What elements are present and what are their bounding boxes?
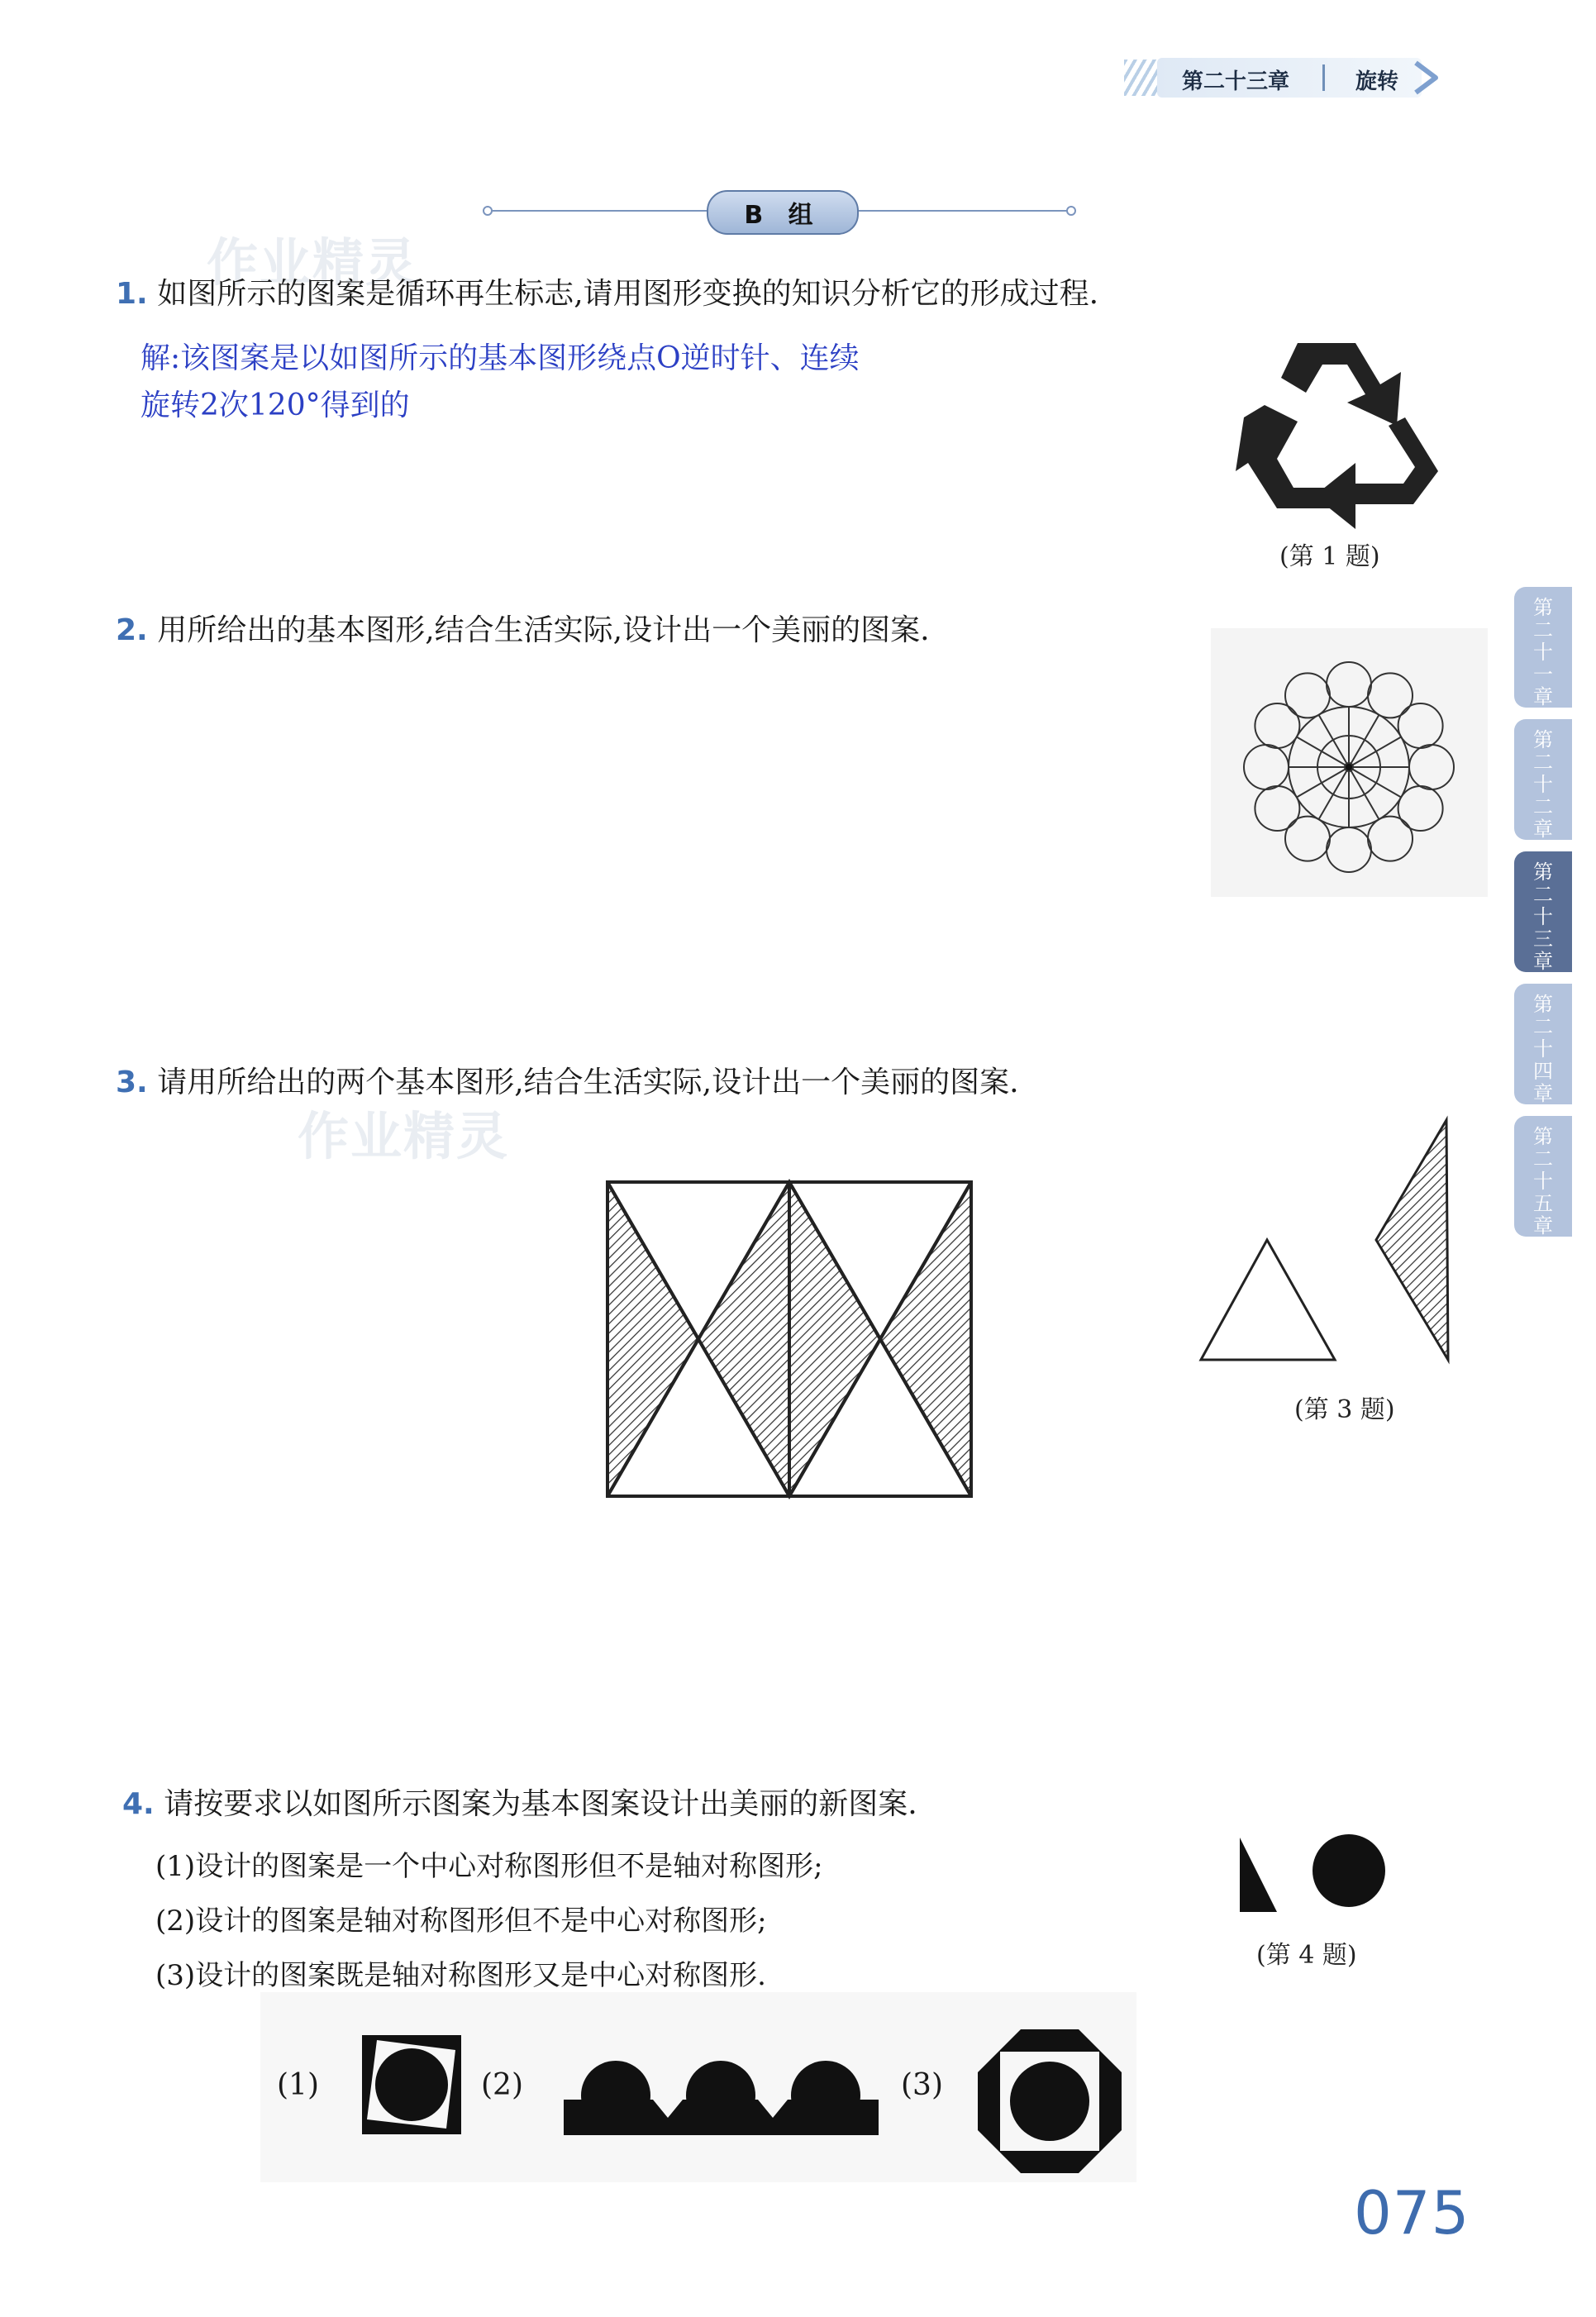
tab-chapter-25[interactable]: 第 二 十 五 章 xyxy=(1514,1116,1572,1237)
figure-caption: (第 3 题) xyxy=(1294,1395,1395,1424)
header-chapter: 第二十三章 xyxy=(1182,69,1290,94)
question-text: 如图所示的图案是循环再生标志,请用图形变换的知识分析它的形成过程. xyxy=(157,277,1099,311)
basic-shapes-figure xyxy=(1236,1833,1393,1916)
question-number: 2. xyxy=(116,613,148,647)
tab-chapter-22[interactable]: 第 二 十 二 章 xyxy=(1514,719,1572,840)
sub-question: (2)设计的图案是轴对称图形但不是中心对称图形; xyxy=(155,1905,767,1938)
sub-question: (1)设计的图案是一个中心对称图形但不是轴对称图形; xyxy=(155,1850,823,1883)
watermark: 作业精灵 xyxy=(298,1106,510,1166)
tab-chapter-24[interactable]: 第 二 十 四 章 xyxy=(1514,984,1572,1104)
question-1 xyxy=(116,279,1098,309)
answer-label: (1) xyxy=(277,2068,319,2102)
triangle-figure xyxy=(1194,1232,1343,1364)
tab-chapter-21[interactable]: 第 二 十 一 章 xyxy=(1514,587,1572,708)
question-number: 4. xyxy=(122,1787,155,1821)
sub-question: (3)设计的图案既是轴对称图形又是中心对称图形. xyxy=(155,1959,766,1992)
header-topic: 旋转 xyxy=(1355,69,1399,94)
group-divider-left xyxy=(489,210,712,212)
answer-line: 旋转2次120°得到的 xyxy=(141,389,410,422)
question-number: 3. xyxy=(116,1066,148,1099)
answer-label: (2) xyxy=(481,2068,523,2102)
question-3 xyxy=(116,1068,1019,1098)
watermark: 作业精灵 xyxy=(207,232,419,293)
group-divider-right xyxy=(851,210,1071,212)
answer-line: 解:该图案是以如图所示的基本图形绕点O逆时针、连续 xyxy=(141,341,860,375)
tab-chapter-23[interactable]: 第 二 十 三 章 xyxy=(1514,851,1572,972)
answer-figure-1 xyxy=(360,2033,464,2137)
answer-label: (3) xyxy=(901,2068,943,2102)
answer-figure-3 xyxy=(975,2027,1124,2176)
question-2 xyxy=(116,613,930,647)
question-text: 用所给出的基本图形,结合生活实际,设计出一个美丽的图案. xyxy=(157,613,930,647)
answer-figure-2 xyxy=(562,2050,880,2137)
question-4 xyxy=(122,1787,917,1821)
question-number: 1. xyxy=(116,277,148,311)
divider-end-dot xyxy=(1066,206,1076,216)
chevron-right-icon xyxy=(1409,58,1447,98)
figure-caption: (第 1 题) xyxy=(1279,542,1380,571)
group-title: B 组 xyxy=(707,190,859,235)
recycle-symbol-figure xyxy=(1232,327,1455,533)
divider-end-dot xyxy=(483,206,493,216)
page-number: 075 xyxy=(1354,2178,1470,2248)
hatched-triangle-figure xyxy=(1372,1116,1455,1364)
question-text: 请用所给出的两个基本图形,结合生活实际,设计出一个美丽的图案. xyxy=(157,1066,1019,1099)
flower-pattern-figure xyxy=(1211,628,1488,897)
header-divider xyxy=(1322,64,1325,91)
square-diamond-pattern-figure xyxy=(599,1174,979,1513)
figure-caption: (第 4 题) xyxy=(1256,1941,1357,1970)
question-text: 请按要求以如图所示图案为基本图案设计出美丽的新图案. xyxy=(164,1787,917,1821)
